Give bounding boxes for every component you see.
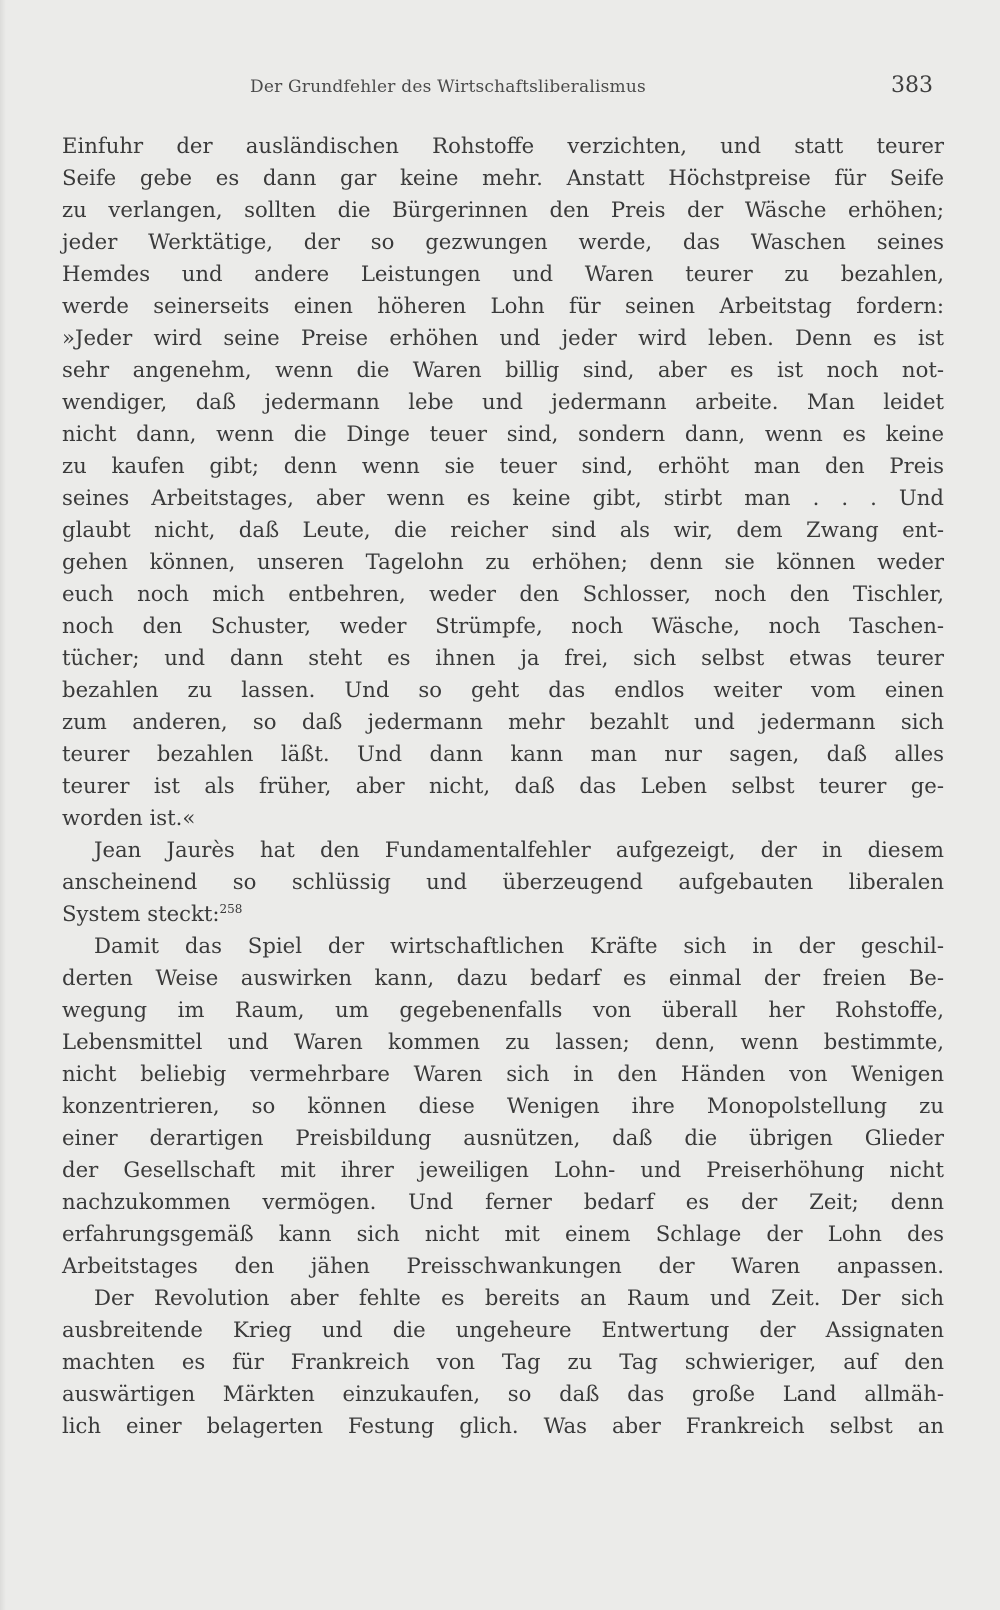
text-line: Damit das Spiel der wirtschaftlichen Kräfte sich in der geschil- xyxy=(94,933,944,958)
text-line-with-footnote xyxy=(62,898,944,930)
text-line: seines Arbeitstages, aber wenn es keine gibt, stirbt man . . . Und xyxy=(62,485,944,510)
text-line: zu kaufen gibt; denn wenn sie teuer sind, erhöht man den Preis xyxy=(62,453,944,478)
text-line: nicht beliebig vermehrbare Waren sich in den Händen von Wenigen xyxy=(62,1061,944,1086)
text-line: Arbeitstages den jähen Preisschwankungen der Waren anpassen. xyxy=(62,1253,944,1278)
text-line: worden ist.« xyxy=(62,805,196,830)
text-line: noch den Schuster, weder Strümpfe, noch Wäsche, noch Taschen- xyxy=(62,613,944,638)
text-line: jeder Werktätige, der so gezwungen werde, das Waschen seines xyxy=(62,229,944,254)
text-line: ausbreitende Krieg und die ungeheure Entwertung der Assignaten xyxy=(62,1317,944,1342)
footnote-reference[interactable]: 258 xyxy=(219,902,243,916)
text-line: nicht dann, wenn die Dinge teuer sind, sondern dann, wenn es keine xyxy=(62,421,944,446)
text-line: erfahrungsgemäß kann sich nicht mit einem Schlage der Lohn des xyxy=(62,1221,944,1246)
text-line: machten es für Frankreich von Tag zu Tag schwieriger, auf den xyxy=(62,1349,944,1374)
text-line: sehr angenehm, wenn die Waren billig sind, aber es ist noch not- xyxy=(62,357,944,382)
text-line: zum anderen, so daß jedermann mehr bezahlt und jedermann sich xyxy=(62,709,944,734)
text-line: lich einer belagerten Festung glich. Was aber Frankreich selbst an xyxy=(62,1413,944,1438)
text-line: derten Weise auswirken kann, dazu bedarf es einmal der freien Be- xyxy=(62,965,944,990)
page-number: 383 xyxy=(891,73,933,98)
text-line: Hemdes und andere Leistungen und Waren teurer zu bezahlen, xyxy=(62,261,944,286)
text-line-segment: System steckt: xyxy=(62,901,220,926)
text-line: bezahlen zu lassen. Und so geht das endlos weiter vom einen xyxy=(62,677,944,702)
text-line: Seife gebe es dann gar keine mehr. Anstatt Höchstpreise für Seife xyxy=(62,165,944,190)
text-line: Der Revolution aber fehlte es bereits an Raum und Zeit. Der sich xyxy=(94,1285,944,1310)
text-line: Einfuhr der ausländischen Rohstoffe verzichten, und statt teurer xyxy=(62,133,944,158)
running-title: Der Grundfehler des Wirtschaftsliberalismus xyxy=(250,77,646,97)
text-line: tücher; und dann steht es ihnen ja frei, sich selbst etwas teurer xyxy=(62,645,944,670)
text-line: nachzukommen vermögen. Und ferner bedarf es der Zeit; denn xyxy=(62,1189,944,1214)
page-edge-shadow xyxy=(0,0,6,1610)
text-line: euch noch mich entbehren, weder den Schlosser, noch den Tischler, xyxy=(62,581,944,606)
text-line: teurer bezahlen läßt. Und dann kann man nur sagen, daß alles xyxy=(62,741,944,766)
text-line: »Jeder wird seine Preise erhöhen und jeder wird leben. Denn es ist xyxy=(62,325,944,350)
text-line: zu verlangen, sollten die Bürgerinnen den Preis der Wäsche erhöhen; xyxy=(62,197,944,222)
running-head xyxy=(0,73,1000,107)
text-line: wendiger, daß jedermann lebe und jedermann arbeite. Man leidet xyxy=(62,389,944,414)
text-line: auswärtigen Märkten einzukaufen, so daß das große Land allmäh- xyxy=(62,1381,944,1406)
text-line: werde seinerseits einen höheren Lohn für seinen Arbeitstag fordern: xyxy=(62,293,944,318)
text-line: glaubt nicht, daß Leute, die reicher sind als wir, dem Zwang ent- xyxy=(62,517,944,542)
text-line: Jean Jaurès hat den Fundamentalfehler aufgezeigt, der in diesem xyxy=(94,837,944,862)
text-line: der Gesellschaft mit ihrer jeweiligen Lohn- und Preiserhöhung nicht xyxy=(62,1157,944,1182)
text-line: einer derartigen Preisbildung ausnützen, daß die übrigen Glieder xyxy=(62,1125,944,1150)
text-line: konzentrieren, so können diese Wenigen ihre Monopolstellung zu xyxy=(62,1093,944,1118)
text-line: gehen können, unseren Tagelohn zu erhöhen; denn sie können weder xyxy=(62,549,944,574)
text-line: anscheinend so schlüssig und überzeugend aufgebauten liberalen xyxy=(62,869,944,894)
text-line: teurer ist als früher, aber nicht, daß das Leben selbst teurer ge- xyxy=(62,773,944,798)
body-text xyxy=(62,130,944,1442)
text-line: wegung im Raum, um gegebenenfalls von überall her Rohstoffe, xyxy=(62,997,944,1022)
text-line: Lebensmittel und Waren kommen zu lassen; denn, wenn bestimmte, xyxy=(62,1029,944,1054)
